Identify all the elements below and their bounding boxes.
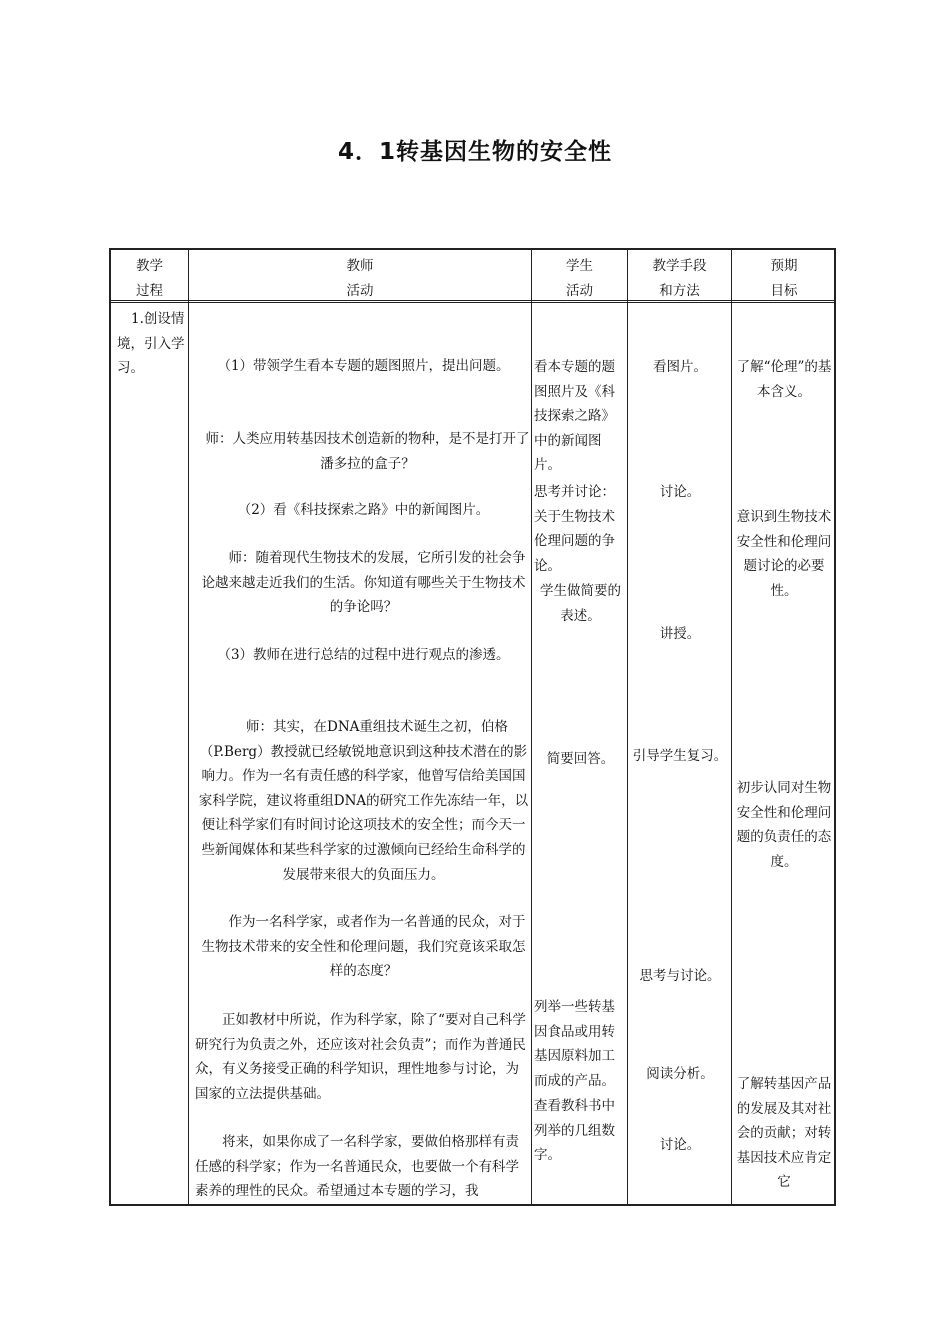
column-divider [627, 250, 628, 1204]
student-activity: 看本专题的题图照片及《科技探索之路》中的新闻图片。 [534, 359, 615, 474]
process-cell: 1.创设情境，引入学习。 [117, 311, 185, 377]
column-divider [188, 250, 189, 1204]
method-item: 引导学生复习。 [632, 748, 728, 764]
header-method: 教学手段 和方法 [652, 258, 707, 299]
method-item: 思考与讨论。 [639, 968, 721, 984]
page-title: 4．1转基因生物的安全性 [337, 139, 612, 165]
header-student: 学生 活动 [566, 258, 593, 299]
teacher-paragraph: 作为一名科学家，或者作为一名普通的民众，对于生物技术带来的安全性和伦理问题，我们究竟该采取怎样的态度？ [201, 914, 526, 980]
teacher-paragraph: 师：人类应用转基因技术创造新的物种，是不是打开了潘多拉的盒子？ [205, 431, 530, 472]
header-goal: 预期 目标 [770, 258, 798, 299]
method-item: 讲授。 [659, 626, 701, 642]
teacher-paragraph: 将来，如果你成了一名科学家，要做伯格那样有责任感的科学家；作为一名普通民众，也要做一个有科学素养的理性的民众。希望通过本专题的学习，我 [195, 1134, 519, 1200]
student-activity: 列举一些转基因食品或用转基因原料加工而成的产品。 [534, 999, 615, 1089]
lesson-plan-table [109, 248, 836, 1206]
method-item: 讨论。 [659, 1137, 701, 1153]
goal-item: 意识到生物技术安全性和伦理问题讨论的必要性。 [736, 509, 832, 599]
student-activity: 思考并讨论：关于生物技术伦理问题的争论。 [534, 484, 615, 574]
teacher-paragraph: （1）带领学生看本专题的题图照片，提出问题。 [217, 358, 510, 374]
teacher-paragraph: 正如教材中所说，作为科学家，除了“要对自己科学研究行为负责之外，还应该对社会负责”；而作为普通民众，有义务接受正确的科学知识，理性地参与讨论，为国家的立法提供基础。 [195, 1012, 526, 1102]
goal-item: 了解转基因产品的发展及其对社会的贡献；对转基因技术应肯定它 [736, 1076, 832, 1191]
teacher-paragraph: 师：随着现代生物技术的发展，它所引发的社会争论越来越走近我们的生活。你知道有哪些关于生物技术的争论吗？ [201, 550, 526, 616]
goal-item: 初步认同对生物安全性和伦理问题的负责任的态度。 [736, 780, 832, 870]
teacher-paragraph: （3）教师在进行总结的过程中进行观点的渗透。 [217, 647, 510, 663]
teacher-paragraph: （2）看《科技探索之路》中的新闻图片。 [237, 502, 490, 518]
method-item: 讨论。 [659, 484, 701, 500]
column-divider [731, 250, 732, 1204]
student-activity: 查看教科书中列举的几组数字。 [534, 1098, 615, 1164]
student-activity: 简要回答。 [546, 751, 615, 767]
teacher-paragraph: 师：其实，在DNA重组技术诞生之初，伯格（P.Berg）教授就已经敏锐地意识到这种技术潜在的影响力。作为一名有责任感的科学家，他曾写信给美国国家科学院，建议将重组DNA的研究工作先冻结一年，以便让科学家们有时间讨论这项技术的安全性；而今天一些新闻媒体和某些科学家的过激倾向已经给生命科学的发展带来很大的负面压力。 [198, 719, 529, 883]
student-activity: 学生做简要的表述。 [540, 583, 621, 624]
header-teacher: 教师 活动 [346, 258, 374, 299]
header-process: 教学 过程 [136, 258, 163, 299]
method-item: 阅读分析。 [646, 1066, 714, 1082]
method-item: 看图片。 [653, 359, 707, 375]
goal-item: 了解“伦理”的基本含义。 [736, 359, 832, 400]
